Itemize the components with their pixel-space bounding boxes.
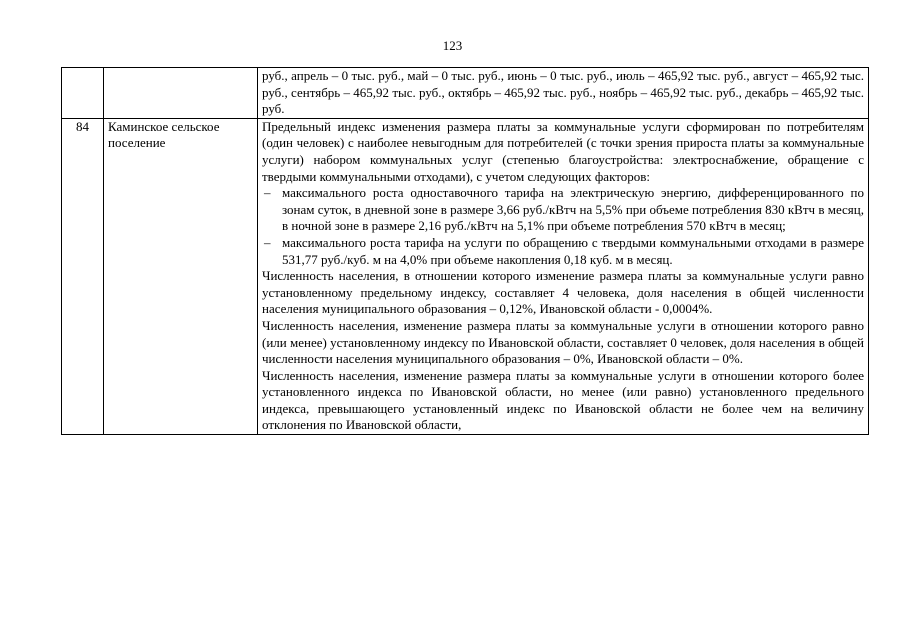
population-paragraph-3: Численность населения, изменение размера платы за коммунальные услуги в отношении которого более установленного индекса по Ивановской области, но менее (или равно) установленного предельного индекса, превышающего установленный индекс по Ивановской области не более чем на величину отклонения по Ивановской области, xyxy=(262,367,864,433)
bullet-dash: – xyxy=(264,185,271,201)
row-number-cell: 84 xyxy=(62,118,104,434)
content-cell xyxy=(258,68,869,119)
population-paragraph-2: Численность населения, изменение размера платы за коммунальные услуги в отношении которого равно (или менее) установленному индексу по Ивановской области, составляет 0 человек, доля населения в общей численности населения муниципального образования – 0%, Ивановской области – 0%. xyxy=(262,317,864,367)
bullet-text: максимального роста тарифа на услуги по обращению с твердыми коммунальными отходами в размере 531,77 руб./куб. м на 4,0% при объеме накопления 0,18 куб. м в месяц. xyxy=(282,234,864,267)
population-paragraph-1: Численность населения, в отношении которого изменение размера платы за коммунальные услуги равно установленному предельному индексу, составляет 4 человека, доля населения в общей численности населения муниципального образования – 0,12%, Ивановской области - 0,0004%. xyxy=(262,268,864,317)
bullet-dash: – xyxy=(264,234,271,250)
row-number-cell xyxy=(62,68,104,119)
bullet-item xyxy=(262,185,864,235)
table-row-continuation xyxy=(62,68,869,119)
bullet-item xyxy=(262,235,864,268)
bullet-text: максимального роста одноставочного тарифа на электрическую энергию, дифференцированного по зонам суток, в дневной зоне в размере 3,66 руб./кВтч на 5,5% при объеме потребления 830 кВтч в месяц, в ночной зоне в размере 2,16 руб./кВтч на 5,1% при объеме потребления 570 кВтч в месяц; xyxy=(282,185,864,234)
municipality-name-cell: Каминское сельское поселение xyxy=(104,118,258,434)
table-row-84 xyxy=(62,118,869,434)
content-cell xyxy=(258,118,869,434)
municipality-name-cell xyxy=(104,68,258,119)
intro-paragraph: Предельный индекс изменения размера платы за коммунальные услуги сформирован по потребителям (один человек) с наиболее невыгодным для потребителей (с точки зрения прироста платы за коммунальные услуги) набором коммунальных услуг (степенью благоустройства: электроснабжение, обращение с твердыми коммунальными отходами), с учетом следующих факторов: xyxy=(262,118,864,184)
document-table xyxy=(61,67,869,435)
continuation-text: руб., апрель – 0 тыс. руб., май – 0 тыс. руб., июнь – 0 тыс. руб., июль – 465,92 тыс. руб., август – 465,92 тыс. руб., сентябрь – 465,92 тыс. руб., октябрь – 465,92 тыс. руб., ноябрь – 465,92 тыс. руб., декабрь – 465,92 тыс. руб. xyxy=(262,68,864,117)
page-number: 123 xyxy=(442,38,463,53)
